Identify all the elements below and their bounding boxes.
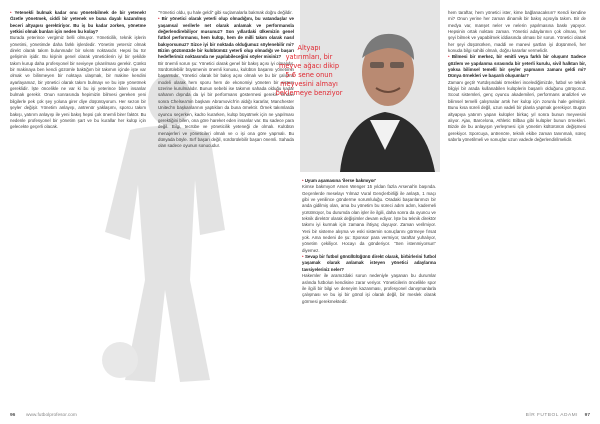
- body-paragraph: Bir önemli sorun şu: Yönetici olarak genel bir bakış açısı iyi olmalıdır. Sürdürülebilir büyümenin önemli konusu, kulübün başarısı yönetimin başarısıdır. Yönetici olarak bir bakış açısı olmalı ve bu bir çalışma modeli olarak hem sporu hem de ekonomiyi yöneten bir sistem üzerine kurulmalıdır. Bunun sebebi ise takımın sahada olduğu kadar sahanın dışında da iyi bir performans göstermesi gerekir. Ondan sonra Chelsea'nin başkanı Abramovich'in aldığı kararlar, Manchester United'ın başkanlarının yaptıkları da buna örnektir. Örnek takımlarda oyuncu seçerken, kadro kurarken, kulüp büyütmek için ne yapılması gerektiğini bilen, ona göre hareket eden insanlar var. Bu sadece para değil. Bilgi, tecrübe ve yöneticilik yeteneği de olmalı. Kulübün menajerleri ve yöneticileri olmalı ve o işi ona göre yapmalı. Bu dünyada böyle. Sırf başarı değil, sürdürülebilir başarı önemli. Sahada olan sadece oyunun sonucudur.: [158, 60, 294, 149]
- page-number-right: 97: [584, 413, 590, 418]
- question-paragraph: • Yetenekli bulmak kadar onu yönetebilmek de bir yetenek! Özetle yönetmek, ciddi bir yetenek ve buna dayalı kazanılmış beceri altyapısı gerektiriyor. Bu iş bu kadar zorken, yönetme yetkisi olmak bunları için neden bu kolay?: [10, 10, 146, 35]
- pull-quote-line: Altyapı: [297, 44, 321, 52]
- body-paragraph: Hakemler ile aramızdaki sorun nedeniyle yaşanan bu durumlar aslında futbolun kendisine zarar veriyor. Yöneticilerin öncelikle spor ile ilgili bir bilgi ve deneyim kazanması, profesyonel danışmanlarla çalışması ve bu işi bir gönül işi olarak değil, bir meslek olarak görmesi gerekmektedir.: [302, 273, 436, 304]
- pull-quote: [262, 44, 356, 98]
- pull-quote-line: meyve ağacı dikip: [278, 62, 340, 70]
- page-footer: [10, 408, 590, 420]
- pull-quote-line: beklemeye benziyor: [275, 89, 343, 97]
- body-paragraph: Burada yeterince vergimiz belli olmuyor. Yöneticilik, teknik işlerin yönetimi, yönetimde daha farklı işlerdedir. Yönetim yetersiz olmak direkt olarak takım bulunmadır bir sıkıntı noktasıdır. Hepsi bu tür gelişimin işidir. Bu kişinin genel olarak yöneticilerin iyi bir şekilde takım kurup daha profesyonel bir seviyeye çıkarılması gerekir. Çünkü bir makinaya ben kendi gözümle baktığım bir takımın içinde işte var olmak ve bilinmeyen bir noktaya ulaşmak, bir makine kendini ayarlayamaz, bir yönetici olarak takım bulmayı ve bu işte yönetmek gereklidir. İşte öncelikle ne var ki bu işi yeterince bilen insanlar bulmak gerekir. Onun sonrasında hepimizin bilmesi gereken yeni bilgilerle pek çok şey yoluna girer diye düşünüyorum. Her sezon bir şeyler değişir. Yönetim anlayışı, antrenör yaklaşımı, sporcu takım bakışı, yatırım anlayışı ile yeni bakış hepsi çok önemli birer faktör. Bu nedenle profesyonel bir yönetim şart ve bu kurallar her kulüp için gelecekte geçerli olacak.: [10, 35, 146, 130]
- question-paragraph: • Sevap bir futbol gönüllülüğünü direkt olarak, birbirlerini futbol yaşamak olarak anlamak isteyen yönetici adaylarına tavsiyeleriniz neler?: [302, 254, 436, 273]
- pull-quote-line: yatırımları, bir: [285, 53, 333, 61]
- magazine-name: BİR FUTBOL ADAMI: [525, 413, 578, 418]
- page-number-left: 96: [10, 413, 16, 418]
- body-paragraph: "Yönetici oldu, şu hale geldi" gibi suçlamalarla bakmak doğru değildir.: [158, 10, 293, 15]
- text-column-1: [10, 10, 146, 131]
- pull-quote-line: meyvesini almayı: [280, 80, 338, 88]
- pull-quote-line: 5-6 sene onun: [285, 71, 333, 79]
- question-paragraph: • Uyum aşamasına 'ilerse bakmıyor': [302, 178, 436, 184]
- question-paragraph: • Bilmesi bir merkez, bir emitli veya farklı bir oluşum! Sadece gözlem ve yapılanma sırasında bir yeterli kurulu, sivil halktan bir, yoksa bilimsel temelli bir şeyler yapmanın zamanı geldi mi? Dünya örnekleri ve başarılı oluşumlar?: [448, 54, 586, 79]
- question-paragraph: • Bir yönetici olarak yeterli olup olmadığını, bu vatandaşlar ve yaşamsal verilerle net olarak anlamak ve performansla değerlendirebiliyor musunuz? Son yıllardaki ülkemizin genel futbol performansı, hem kulüp, hem de milli takım olarak nasıl bakıyorsunuz? Sizce iyi bir noktada olduğumuz söylenebilir mi? Bizim gözümüzde bir kulübümüz yeterli olup olmadığı ve başarı hedeflerimiz noktasında ne yapılabileceğini söyler misiniz?: [158, 16, 294, 60]
- body-paragraph: Zamanı geçti! Yurtdışındaki örnekleri incelediğimizde, futbol ve teknik bilgiyi bir arada kullanabilen kulüplerin başarılı olduğunu görüyoruz. Scout sistemleri, genç oyuncu akademileri, performans analizleri ve bilimsel temelli çalışmalar artık her kulüp için zorunlu hale gelmiştir. Bunu kısa süreli değil, uzun vadeli bir planla yapmak gerekiyor. Bugün altyapıya yatırım yapan kulüpler birkaç yıl sonra bunun meyvesini alıyor. Ajax, Barcelona, Athletic Bilbao gibi kulüpler bunun örnekleri. Bizde de bu anlayışın yerleşmesi için yönetim kültürünün değişmesi gerekiyor. Sporcuya, antrenöre, teknik ekibe zaman tanınmalı, süreç sabırla yönetilmeli ve sonuçlar uzun vadede değerlendirilmelidir.: [448, 79, 586, 142]
- text-column-4: [448, 10, 586, 143]
- body-paragraph: Kimse bakmıyor! Arsen Wenger 15 yıldan fazla Arsenal'in başında. Geçenlerde meselayı Yılmaz Vural Gençlerbirliği ile anlaştı, 1 maçı gibi ve yenilince gönderme sorumluluğu. Oradaki başarılarımızı bir anda gidilmiş olan, ama bu yönetim bu süreci adım adım, kademeli yürütmüyor, bu durumda olan işler ile ilgili, daha sonra da oyuncu ve teknik direktör olarak değişimler devam ediyor. İşte bu teknik direktör takımı iyi kurmak için zamana ihtiyaç duyuyor. Zaman verilmiyor. Yeni bir sisteme alışma ve eski sistemin sonuçlarını görmeye fırsat yok. Ama nedeni de şu: Sponsor para vermiyor, taraftar yuhalıyor, yönetim çekiliyor. Hocayı da gönderiyor. "Sen istenmiyorsun" diyemez.: [302, 184, 436, 253]
- text-column-3: [302, 178, 436, 305]
- body-paragraph: hem taraftar, hem yönetici ister, kime bağlanacaksın? Kendi kendine mi? Onun yerine her zaman dinamik bir bakış açısıyla takım. Bir de medya var, manşet neler ve nelerin yapılmasına baskı yapıyor. Hepsinin ortak noktası zaman. Yönetici adaylarının çok olması, her şeyi bilmek ve yapabilmek iddiasında olması bir sorun. Yönetici olarak her şeyi düşünürken, maddi ve manevi şartları iyi düşünmeli, her konuda bilgi sahibi olmalı, doğru kararlar vermelidir.: [448, 10, 586, 54]
- website-link[interactable]: www.futbolprofesor.com: [26, 413, 77, 418]
